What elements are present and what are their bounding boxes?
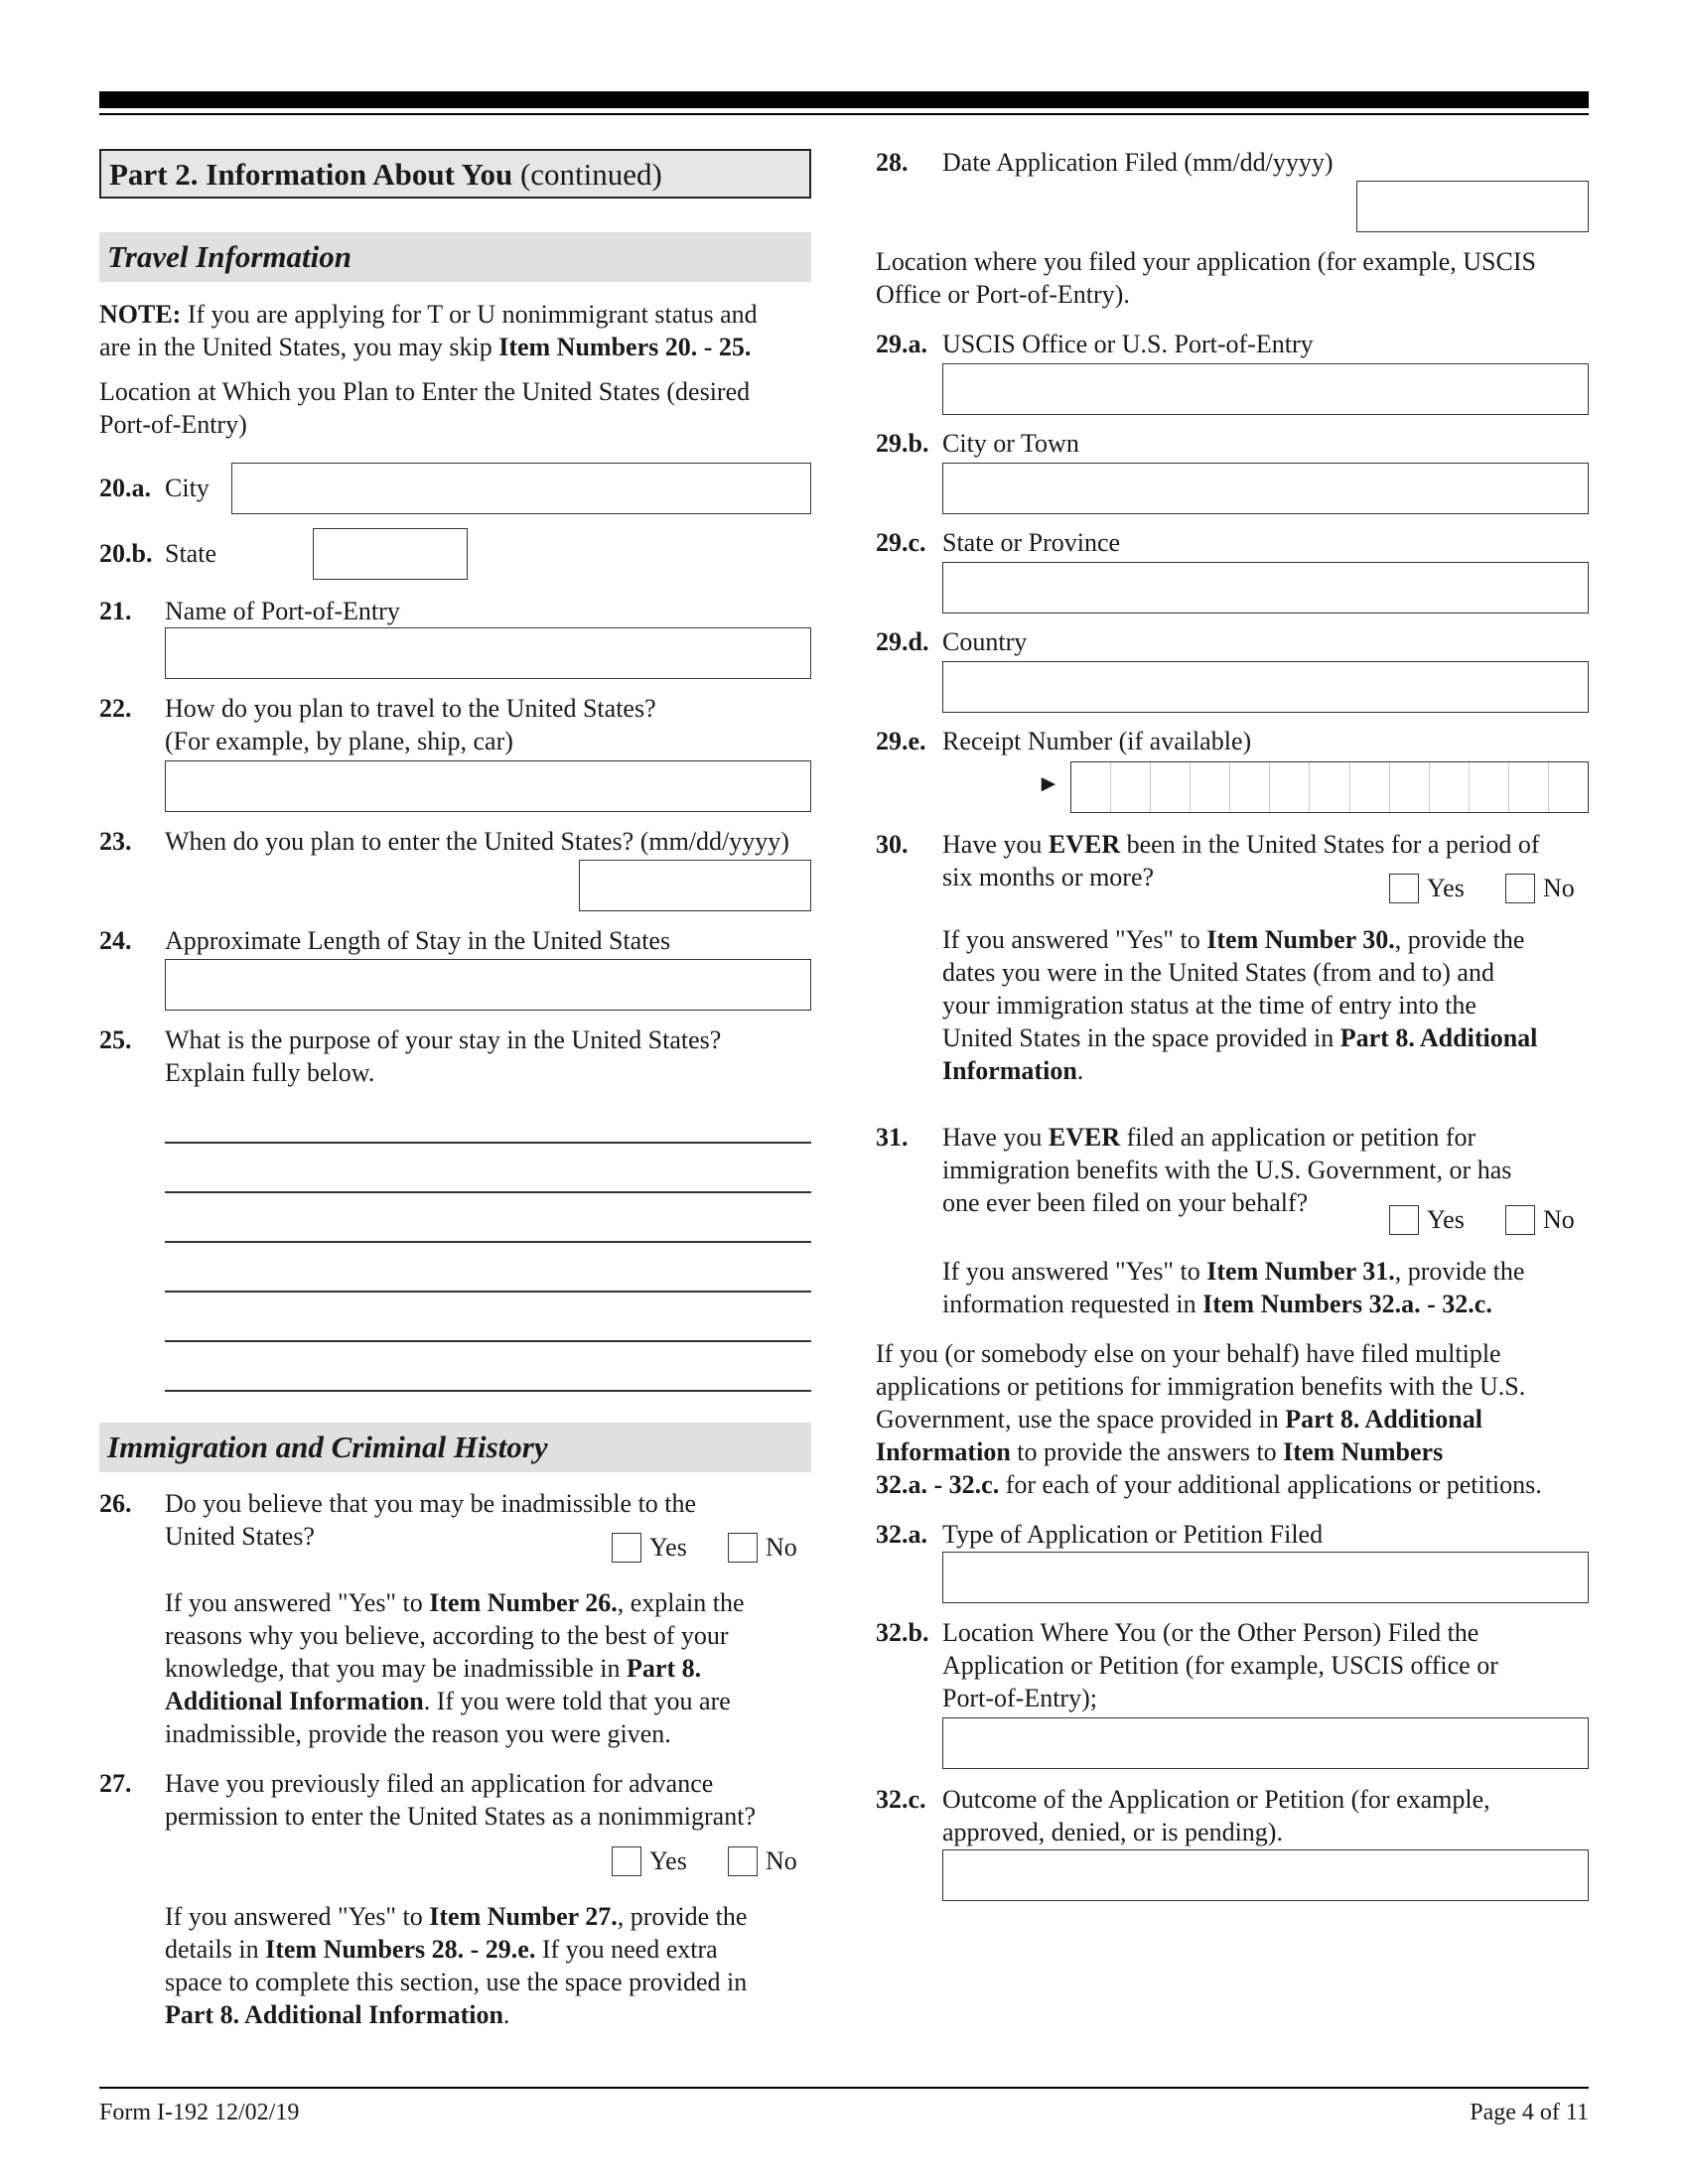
info-text: . If you were told that you are [423, 1687, 731, 1715]
q29a-number: 29.a. [876, 330, 927, 358]
receipt-cell [1270, 762, 1310, 812]
q31-no-label: No [1543, 1205, 1575, 1234]
filed-location-intro-line1: Location where you filed your application (for example, USCIS [876, 247, 1536, 276]
multiple-filings-line4 [876, 1435, 1443, 1468]
info-text: , provide the [617, 1902, 748, 1931]
page-number: Page 4 of 11 [1470, 2100, 1589, 2125]
q20a-number: 20.a. [99, 474, 151, 502]
q26-label-line2: United States? [165, 1522, 315, 1551]
info-ref: Part 8. Additional Information [165, 2000, 503, 2029]
multiple-filings-line3 [876, 1403, 1482, 1435]
q30-no-label: No [1543, 874, 1575, 902]
info-text: If you answered "Yes" to [165, 1588, 430, 1617]
location-intro-line1: Location at Which you Plan to Enter the United States (desired [99, 377, 751, 406]
q27-info-line2 [165, 1933, 718, 1966]
q26-info-line2: reasons why you believe, according to the best of your [165, 1621, 729, 1650]
info-text: Government, use the space provided in [876, 1405, 1286, 1433]
city-or-town-field[interactable] [942, 463, 1589, 514]
label-text: Have you [942, 830, 1049, 859]
receipt-cell [1549, 762, 1588, 812]
q27-yes-label: Yes [649, 1846, 687, 1875]
top-rule-thin [99, 113, 1589, 115]
q29c-label: State or Province [942, 528, 1121, 557]
info-text: for each of your additional applications or petitions. [999, 1470, 1542, 1499]
info-ref: Part 8. [627, 1654, 702, 1683]
label-text: Have you [942, 1123, 1049, 1152]
uscis-office-field[interactable] [942, 363, 1589, 415]
receipt-cell [1310, 762, 1349, 812]
q27-no-label: No [766, 1846, 797, 1875]
receipt-cell [1111, 762, 1151, 812]
q26-yes-label: Yes [649, 1533, 687, 1562]
info-ref: Information [942, 1056, 1077, 1085]
q30-label-line2: six months or more? [942, 863, 1155, 891]
q32b-label-line3: Port-of-Entry); [942, 1684, 1097, 1712]
q29d-number: 29.d. [876, 627, 929, 656]
receipt-cell [1071, 762, 1111, 812]
info-ref: Item Number 31. [1206, 1257, 1395, 1286]
entry-date-field[interactable] [579, 860, 811, 911]
q22-label-line1: How do you plan to travel to the United States? [165, 694, 656, 723]
q30-label-line1 [942, 828, 1539, 861]
q27-info-line1 [165, 1900, 747, 1933]
q32b-label-line2: Application or Petition (for example, USCIS office or [942, 1651, 1498, 1680]
q24-label: Approximate Length of Stay in the United States [165, 926, 671, 955]
q30-info-line5 [942, 1054, 1083, 1087]
q26-info-line3 [165, 1652, 701, 1685]
q26-info-line1 [165, 1586, 745, 1619]
q32a-number: 32.a. [876, 1520, 927, 1549]
q32c-label-line1: Outcome of the Application or Petition (for example, [942, 1785, 1490, 1814]
port-of-entry-field[interactable] [165, 627, 811, 679]
q20b-label: State [165, 539, 216, 568]
info-text: , explain the [617, 1588, 745, 1617]
travel-note-line2 [99, 331, 751, 363]
note-text: If you are applying for T or U nonimmigrant status and [181, 300, 758, 329]
application-type-field[interactable] [942, 1552, 1589, 1603]
q20b-number: 20.b. [99, 539, 153, 568]
q29b-label: City or Town [942, 429, 1079, 458]
state-field[interactable] [313, 528, 468, 580]
q30-no-checkbox[interactable] [1505, 874, 1535, 903]
info-text: , provide the [1394, 1257, 1525, 1286]
part-header-continued: (continued) [512, 157, 662, 192]
info-ref: Information [876, 1437, 1011, 1466]
purpose-line-4[interactable] [165, 1291, 811, 1293]
state-or-province-field[interactable] [942, 562, 1589, 614]
top-rule-thick [99, 91, 1589, 108]
q31-yes-checkbox[interactable] [1389, 1205, 1419, 1235]
q31-info-line1 [942, 1255, 1524, 1288]
q26-info-line4 [165, 1685, 731, 1717]
purpose-line-6[interactable] [165, 1390, 811, 1392]
filed-date-field[interactable] [1356, 181, 1589, 232]
multiple-filings-line5 [876, 1468, 1542, 1501]
receipt-cell [1470, 762, 1509, 812]
city-field[interactable] [231, 463, 811, 514]
q31-no-checkbox[interactable] [1505, 1205, 1535, 1235]
label-emphasis: EVER [1048, 1123, 1121, 1152]
info-ref: Item Numbers 32.a. - 32.c. [1202, 1290, 1492, 1318]
q22-number: 22. [99, 694, 132, 723]
info-ref: Item Number 26. [429, 1588, 618, 1617]
arrow-right-icon: ► [1037, 771, 1060, 797]
info-text: If you answered "Yes" to [942, 1257, 1207, 1286]
q30-yes-label: Yes [1427, 874, 1465, 902]
q31-label-line1 [942, 1121, 1476, 1154]
q31-label-line3: one ever been filed on your behalf? [942, 1188, 1309, 1217]
q26-label-line1: Do you believe that you may be inadmissible to the [165, 1489, 697, 1518]
info-text: United States in the space provided in [942, 1024, 1340, 1052]
info-text: to provide the answers to [1010, 1437, 1284, 1466]
q21-number: 21. [99, 597, 132, 625]
info-ref: Part 8. Additional [1285, 1405, 1482, 1433]
receipt-cell [1191, 762, 1230, 812]
q31-number: 31. [876, 1123, 909, 1152]
q31-label-line2: immigration benefits with the U.S. Government, or has [942, 1156, 1512, 1184]
q27-label-line2: permission to enter the United States as a nonimmigrant? [165, 1802, 756, 1831]
purpose-line-1[interactable] [165, 1142, 811, 1144]
q26-no-checkbox[interactable] [728, 1533, 758, 1563]
info-ref: 32.a. - 32.c. [876, 1470, 1000, 1499]
q32a-label: Type of Application or Petition Filed [942, 1520, 1324, 1549]
q29c-number: 29.c. [876, 528, 926, 557]
q25-label-line1: What is the purpose of your stay in the United States? [165, 1025, 722, 1054]
q30-number: 30. [876, 830, 909, 859]
part-header [99, 149, 811, 199]
q28-label: Date Application Filed (mm/dd/yyyy) [942, 148, 1334, 177]
receipt-cell [1430, 762, 1470, 812]
info-text: details in [165, 1935, 266, 1964]
part-header-title: Part 2. Information About You [109, 157, 513, 192]
q23-label: When do you plan to enter the United States? (mm/dd/yyyy) [165, 827, 789, 856]
q26-yes-checkbox[interactable] [612, 1533, 641, 1563]
filed-location-intro-line2: Office or Port-of-Entry). [876, 280, 1130, 309]
application-outcome-field[interactable] [942, 1849, 1589, 1901]
q31-yes-label: Yes [1427, 1205, 1465, 1234]
q30-info-line4 [942, 1022, 1537, 1054]
note-ref: Item Numbers 20. - 25. [498, 333, 752, 361]
length-of-stay-field[interactable] [165, 959, 811, 1011]
q21-label: Name of Port-of-Entry [165, 597, 400, 625]
footer-rule [99, 2087, 1589, 2089]
q29e-number: 29.e. [876, 727, 926, 755]
q32b-label-line1: Location Where You (or the Other Person) Filed the [942, 1618, 1479, 1647]
multiple-filings-line2: applications or petitions for immigration benefits with the U.S. [876, 1372, 1526, 1401]
q30-info-line3: your immigration status at the time of entry into the [942, 991, 1477, 1020]
q32b-number: 32.b. [876, 1618, 929, 1647]
q26-no-label: No [766, 1533, 797, 1562]
receipt-number-field[interactable] [1070, 761, 1589, 813]
info-text: If you need extra [535, 1935, 718, 1964]
q22-label-line2: (For example, by plane, ship, car) [165, 727, 513, 755]
info-ref: Additional Information [165, 1687, 424, 1715]
multiple-filings-line1: If you (or somebody else on your behalf) have filed multiple [876, 1339, 1501, 1368]
q26-number: 26. [99, 1489, 132, 1518]
section-heading-travel: Travel Information [99, 232, 811, 282]
q29b-number: 29.b. [876, 429, 929, 458]
q29d-label: Country [942, 627, 1028, 656]
q31-info-line2 [942, 1288, 1492, 1320]
label-emphasis: EVER [1048, 830, 1121, 859]
form-identifier: Form I-192 12/02/19 [99, 2100, 300, 2125]
info-text: . [1076, 1056, 1084, 1085]
q25-number: 25. [99, 1025, 132, 1054]
q26-info-line5: inadmissible, provide the reason you were given. [165, 1719, 671, 1748]
q20a-label: City [165, 474, 210, 502]
note-label: NOTE: [99, 300, 182, 329]
q27-info-line4 [165, 1998, 509, 2031]
info-ref: Part 8. Additional [1339, 1024, 1538, 1052]
q27-label-line1: Have you previously filed an application for advance [165, 1769, 714, 1798]
info-ref: Item Numbers 28. - 29.e. [265, 1935, 536, 1964]
q23-number: 23. [99, 827, 132, 856]
country-field[interactable] [942, 661, 1589, 713]
q30-info-line1 [942, 923, 1524, 956]
travel-method-field[interactable] [165, 760, 811, 812]
receipt-cell [1350, 762, 1390, 812]
info-text: If you answered "Yes" to [942, 925, 1207, 954]
note-text: are in the United States, you may skip [99, 333, 499, 361]
travel-note-line1 [99, 298, 758, 331]
info-text: . [502, 2000, 510, 2029]
q30-info-line2: dates you were in the United States (from and to) and [942, 958, 1494, 987]
receipt-cell [1230, 762, 1270, 812]
label-text: been in the United States for a period of [1120, 830, 1540, 859]
purpose-line-2[interactable] [165, 1191, 811, 1193]
q25-label-line2: Explain fully below. [165, 1058, 375, 1087]
receipt-cell [1151, 762, 1191, 812]
label-text: filed an application or petition for [1120, 1123, 1477, 1152]
q32c-label-line2: approved, denied, or is pending). [942, 1818, 1283, 1846]
filing-location-field[interactable] [942, 1717, 1589, 1769]
info-ref: Item Number 27. [429, 1902, 618, 1931]
receipt-cell [1390, 762, 1430, 812]
info-ref: Item Numbers [1283, 1437, 1444, 1466]
location-intro-line2: Port-of-Entry) [99, 410, 247, 439]
info-text: knowledge, that you may be inadmissible in [165, 1654, 628, 1683]
q28-number: 28. [876, 148, 909, 177]
q27-info-line3: space to complete this section, use the space provided in [165, 1968, 748, 1996]
q24-number: 24. [99, 926, 132, 955]
q27-no-checkbox[interactable] [728, 1846, 758, 1876]
purpose-line-3[interactable] [165, 1241, 811, 1243]
info-ref: Item Number 30. [1206, 925, 1395, 954]
purpose-line-5[interactable] [165, 1340, 811, 1342]
q27-yes-checkbox[interactable] [612, 1846, 641, 1876]
q29e-label: Receipt Number (if available) [942, 727, 1252, 755]
q27-number: 27. [99, 1769, 132, 1798]
q29a-label: USCIS Office or U.S. Port-of-Entry [942, 330, 1314, 358]
receipt-cell [1509, 762, 1549, 812]
q30-yes-checkbox[interactable] [1389, 874, 1419, 903]
info-text: If you answered "Yes" to [165, 1902, 430, 1931]
q32c-number: 32.c. [876, 1785, 926, 1814]
section-heading-history: Immigration and Criminal History [99, 1423, 811, 1472]
info-text: information requested in [942, 1290, 1203, 1318]
info-text: , provide the [1394, 925, 1525, 954]
